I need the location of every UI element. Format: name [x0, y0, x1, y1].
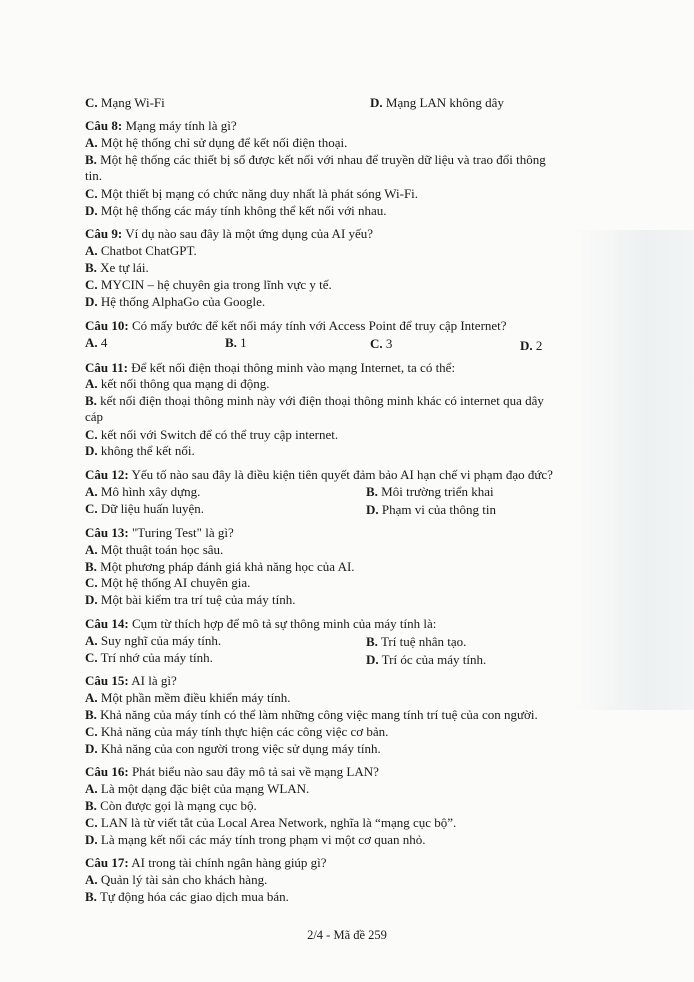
- q10-option-c: C. 3: [370, 336, 393, 351]
- question-10: Câu 10: Có mấy bước để kết nối máy tính với Access Point để truy cập Internet?: [85, 318, 507, 333]
- q14-option-d: D. Trí óc của máy tính.: [366, 652, 487, 667]
- q11-option-d: D. không thể kết nối.: [85, 443, 195, 458]
- option-c-prev: C. Mạng Wi-Fi: [85, 95, 165, 110]
- q11-option-b-cont: cáp: [85, 409, 104, 424]
- q14-option-a: A. Suy nghĩ của máy tính.: [85, 633, 222, 648]
- question-13: Câu 13: "Turing Test" là gì?: [85, 525, 234, 540]
- q8-option-a: A. Một hệ thống chỉ sử dụng để kết nối điện thoại.: [85, 135, 348, 150]
- question-16: Câu 16: Phát biểu nào sau đây mô tả sai về mạng LAN?: [85, 764, 379, 779]
- q15-option-a: A. Một phần mềm điều khiển máy tính.: [85, 690, 291, 705]
- question-17: Câu 17: AI trong tài chính ngân hàng giúp gì?: [85, 855, 327, 870]
- q17-option-a: A. Quản lý tài sản cho khách hàng.: [85, 872, 268, 887]
- q16-option-d: D. Là mạng kết nối các máy tính trong phạm vi một cơ quan nhỏ.: [85, 832, 426, 847]
- option-d-prev: D. Mạng LAN không dây: [370, 95, 504, 110]
- question-12: Câu 12: Yếu tố nào sau đây là điều kiện tiên quyết đảm bảo AI hạn chế vi phạm đạo đức?: [85, 467, 553, 482]
- question-9: Câu 9: Ví dụ nào sau đây là một ứng dụng của AI yếu?: [85, 226, 374, 241]
- q11-option-b: B. kết nối điện thoại thông minh này với điện thoại thông minh khác có internet qua dây: [85, 393, 544, 408]
- q9-option-d: D. Hệ thống AlphaGo của Google.: [85, 294, 266, 309]
- q8-option-d: D. Một hệ thống các máy tính không thể kết nối với nhau.: [85, 203, 387, 218]
- page-footer: 2/4 - Mã đề 259: [307, 928, 387, 942]
- q8-option-b-cont: tin.: [85, 168, 102, 183]
- q13-option-c: C. Một hệ thống AI chuyên gia.: [85, 575, 251, 590]
- q10-option-d: D. 2: [520, 338, 543, 353]
- q10-option-b: B. 1: [225, 335, 247, 350]
- q13-option-b: B. Một phương pháp đánh giá khả năng học của AI.: [85, 559, 355, 574]
- q14-option-c: C. Trí nhớ của máy tính.: [85, 650, 213, 665]
- q9-option-b: B. Xe tự lái.: [85, 260, 149, 275]
- q10-option-a: A. 4: [85, 335, 108, 350]
- q12-option-a: A. Mô hình xây dựng.: [85, 484, 201, 499]
- q9-option-a: A. Chatbot ChatGPT.: [85, 243, 197, 258]
- q12-option-b: B. Môi trường triển khai: [366, 484, 494, 499]
- question-15: Câu 15: AI là gì?: [85, 673, 177, 688]
- q12-option-d: D. Phạm vi của thông tin: [366, 502, 496, 517]
- q13-option-d: D. Một bài kiểm tra trí tuệ của máy tính.: [85, 592, 296, 607]
- q15-option-b: B. Khả năng của máy tính có thể làm những công việc mang tính trí tuệ của con người.: [85, 707, 538, 722]
- q12-option-c: C. Dữ liệu huấn luyện.: [85, 501, 204, 516]
- q15-option-d: D. Khả năng của con người trong việc sử dụng máy tính.: [85, 741, 381, 756]
- question-14: Câu 14: Cụm từ thích hợp để mô tả sự thông minh của máy tính là:: [85, 616, 437, 631]
- question-8: Câu 8: Mạng máy tính là gì?: [85, 118, 237, 133]
- q8-option-b: B. Một hệ thống các thiết bị số được kết nối với nhau để truyền dữ liệu và trao đổi thông: [85, 152, 546, 167]
- q15-option-c: C. Khả năng của máy tính thực hiện các công việc cơ bản.: [85, 724, 389, 739]
- q8-option-c: C. Một thiết bị mạng có chức năng duy nhất là phát sóng Wi-Fi.: [85, 186, 419, 201]
- q17-option-b: B. Tự động hóa các giao dịch mua bán.: [85, 889, 289, 904]
- q9-option-c: C. MYCIN – hệ chuyên gia trong lĩnh vực y tế.: [85, 277, 332, 292]
- q11-option-a: A. kết nối thông qua mạng di động.: [85, 376, 270, 391]
- q16-option-c: C. LAN là từ viết tắt của Local Area Network, nghĩa là “mạng cục bộ”.: [85, 815, 457, 830]
- q14-option-b: B. Trí tuệ nhân tạo.: [366, 634, 467, 649]
- q13-option-a: A. Một thuật toán học sâu.: [85, 542, 224, 557]
- q16-option-a: A. Là một dạng đặc biệt của mạng WLAN.: [85, 781, 310, 796]
- q11-option-c: C. kết nối với Switch để có thể truy cập internet.: [85, 427, 339, 442]
- q16-option-b: B. Còn được gọi là mạng cục bộ.: [85, 798, 257, 813]
- question-11: Câu 11: Để kết nối điện thoại thông minh vào mạng Internet, ta có thể:: [85, 360, 456, 375]
